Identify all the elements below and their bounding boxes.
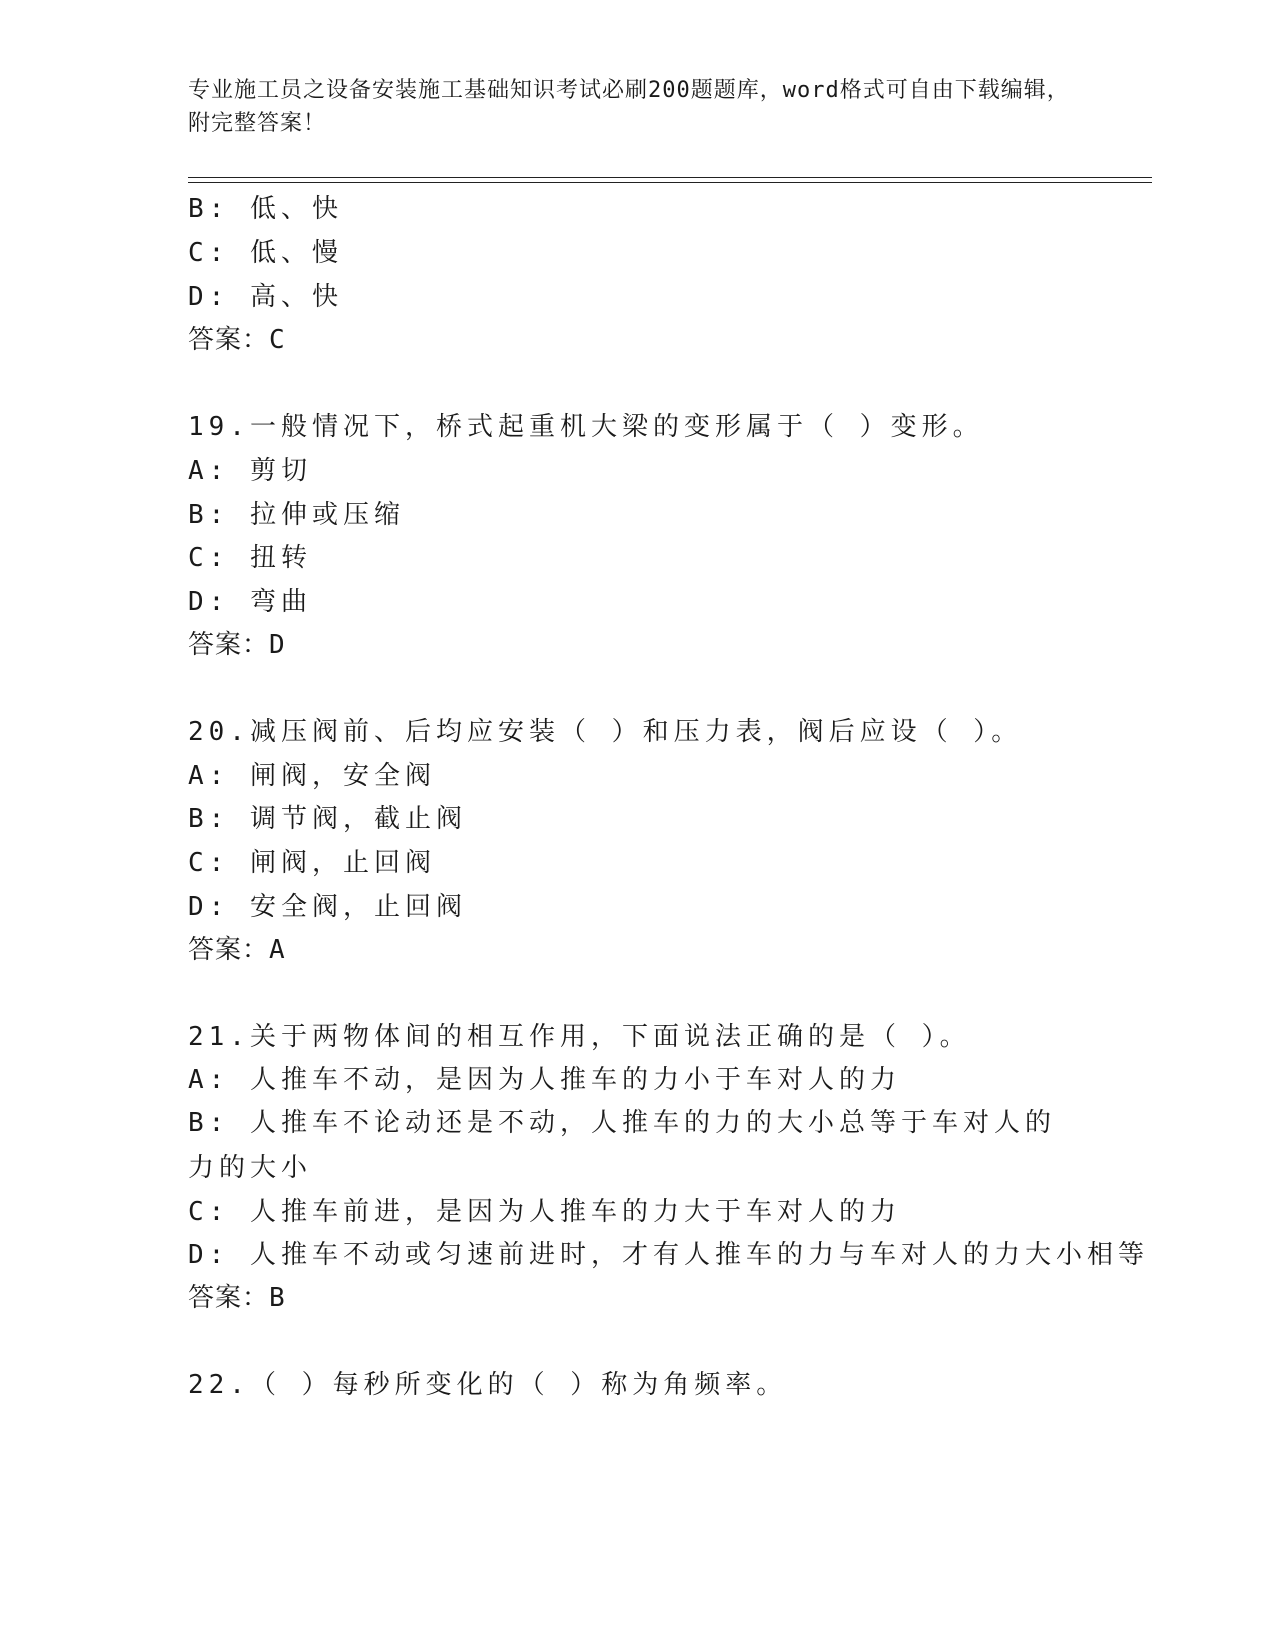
q21-option-c: C: 人推车前进，是因为人推车的力大于车对人的力 — [188, 1197, 901, 1227]
q18-option-c: C: 低、慢 — [188, 238, 343, 268]
q18-answer: 答案：C — [188, 325, 286, 355]
q21-option-d: D: 人推车不动或匀速前进时，才有人推车的力与车对人的力大小相等 — [188, 1240, 1149, 1270]
document-header-title: 专业施工员之设备安装施工基础知识考试必刷200题题库，word格式可自由下载编辑，附完整答案！ — [188, 78, 1070, 136]
q22-question: 22.（ ）每秒所变化的（ ）称为角频率。 — [188, 1370, 788, 1400]
q20-option-c: C: 闸阀，止回阀 — [188, 848, 436, 878]
header-rule-top — [188, 177, 1152, 178]
q21-option-a: A: 人推车不动，是因为人推车的力小于车对人的力 — [188, 1065, 901, 1095]
q18-option-b: B: 低、快 — [188, 194, 343, 224]
q19-answer: 答案：D — [188, 630, 286, 660]
q18-option-d: D: 高、快 — [188, 282, 343, 312]
q21-question: 21.关于两物体间的相互作用，下面说法正确的是（ ）。 — [188, 1022, 971, 1052]
q19-option-d: D: 弯曲 — [188, 587, 312, 617]
header-rule-bottom — [188, 182, 1152, 183]
q19-option-c: C: 扭转 — [188, 543, 312, 573]
q19-option-b: B: 拉伸或压缩 — [188, 500, 405, 530]
q21-option-b: B: 人推车不论动还是不动，人推车的力的大小总等于车对人的力的大小 — [188, 1108, 1056, 1183]
q20-question: 20.减压阀前、后均应安装（ ）和压力表，阀后应设（ ）。 — [188, 717, 1023, 747]
q20-answer: 答案：A — [188, 935, 286, 965]
q20-option-d: D: 安全阀，止回阀 — [188, 892, 467, 922]
q20-option-a: A: 闸阀，安全阀 — [188, 761, 436, 791]
q21-answer: 答案：B — [188, 1283, 286, 1313]
q20-option-b: B: 调节阀，截止阀 — [188, 804, 467, 834]
q19-question: 19.一般情况下，桥式起重机大梁的变形属于（ ）变形。 — [188, 412, 984, 442]
q19-option-a: A: 剪切 — [188, 456, 312, 486]
